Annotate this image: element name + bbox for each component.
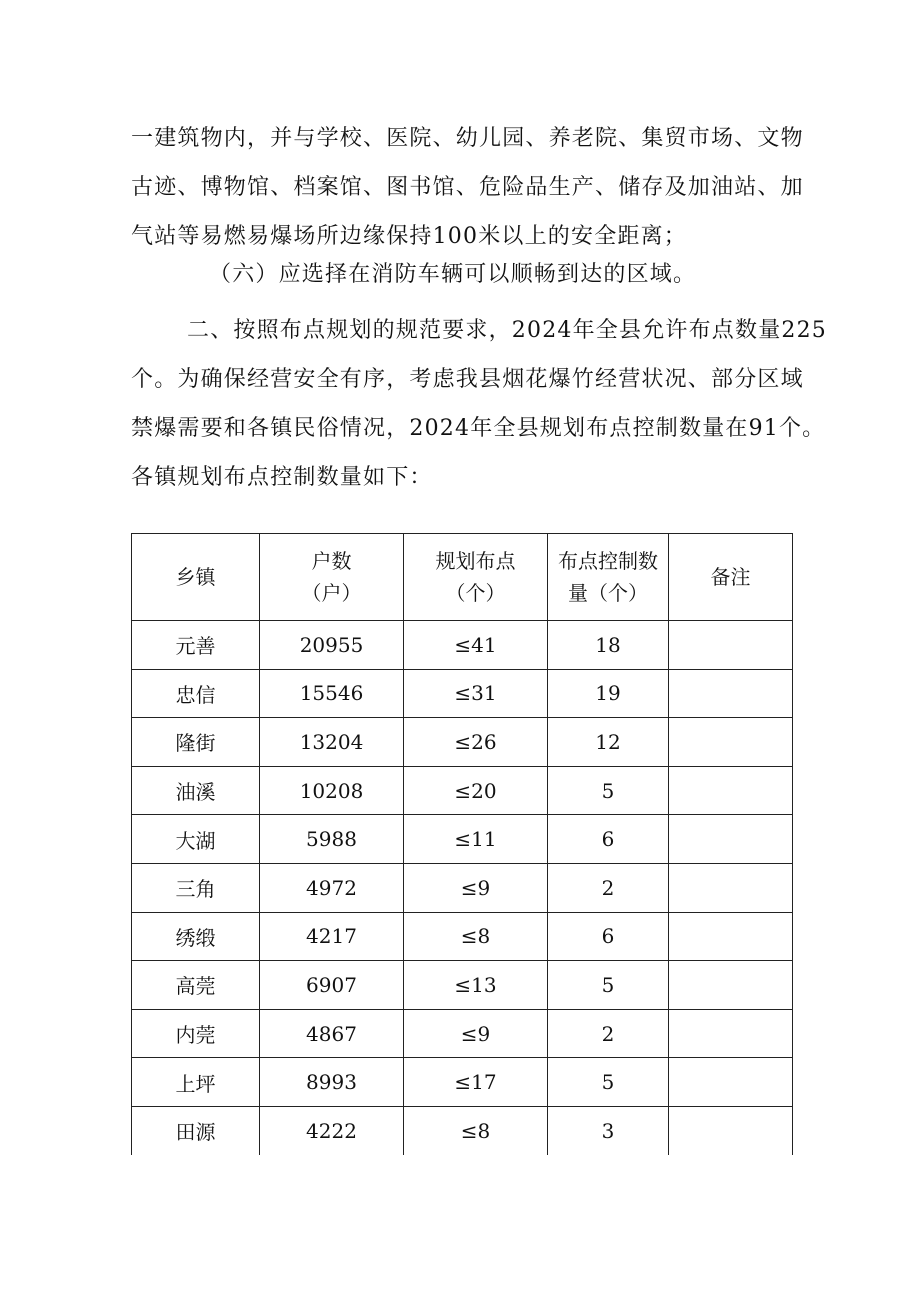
cell-note [669, 718, 793, 767]
cell-plan: ≤31 [404, 669, 548, 718]
table-row [132, 961, 793, 1010]
cell-households: 4217 [260, 912, 404, 961]
cell-households: 15546 [260, 669, 404, 718]
cell-note [669, 1106, 793, 1154]
cell-plan: ≤8 [404, 912, 548, 961]
cell-households: 4222 [260, 1106, 404, 1154]
cell-households: 10208 [260, 766, 404, 815]
cell-control: 2 [548, 1009, 669, 1058]
cell-town: 田源 [132, 1106, 260, 1154]
table-row [132, 669, 793, 718]
cell-town: 元善 [132, 621, 260, 670]
text-line: 古迹、博物馆、档案馆、图书馆、危险品生产、储存及加油站、加 [131, 175, 804, 200]
cell-town: 大湖 [132, 815, 260, 864]
header-control: 布点控制数 量（个） [548, 534, 669, 621]
cell-note [669, 961, 793, 1010]
cell-households: 4867 [260, 1009, 404, 1058]
cell-plan: ≤26 [404, 718, 548, 767]
cell-households: 13204 [260, 718, 404, 767]
table-row [132, 1058, 793, 1107]
cell-control: 6 [548, 815, 669, 864]
cell-control: 5 [548, 961, 669, 1010]
header-town: 乡镇 [132, 534, 260, 621]
cell-town: 三角 [132, 863, 260, 912]
cell-note [669, 621, 793, 670]
table-row [132, 1009, 793, 1058]
cell-town: 绣缎 [132, 912, 260, 961]
cell-note [669, 669, 793, 718]
town-quota-table [131, 533, 793, 1155]
cell-note [669, 815, 793, 864]
table-row [132, 621, 793, 670]
cell-households: 8993 [260, 1058, 404, 1107]
cell-control: 6 [548, 912, 669, 961]
cell-town: 内莞 [132, 1009, 260, 1058]
cell-town: 上坪 [132, 1058, 260, 1107]
cell-control: 5 [548, 1058, 669, 1107]
cell-note [669, 912, 793, 961]
cell-note [669, 863, 793, 912]
cell-note [669, 766, 793, 815]
cell-households: 4972 [260, 863, 404, 912]
cell-plan: ≤17 [404, 1058, 548, 1107]
table-row [132, 1106, 793, 1154]
table-row [132, 912, 793, 961]
cell-control: 12 [548, 718, 669, 767]
paragraph-planning-quota [131, 306, 827, 502]
cell-control: 5 [548, 766, 669, 815]
text-line: 个。为确保经营安全有序，考虑我县烟花爆竹经营状况、部分区域 [131, 367, 804, 392]
text-line: 禁爆需要和各镇民俗情况，2024年全县规划布点控制数量在91个。 [131, 416, 826, 441]
cell-households: 20955 [260, 621, 404, 670]
paragraph-fire-access [131, 250, 795, 299]
cell-plan: ≤41 [404, 621, 548, 670]
cell-control: 18 [548, 621, 669, 670]
header-note: 备注 [669, 534, 793, 621]
cell-town: 油溪 [132, 766, 260, 815]
table-row [132, 815, 793, 864]
cell-households: 5988 [260, 815, 404, 864]
cell-note [669, 1009, 793, 1058]
text-line: 各镇规划布点控制数量如下： [131, 465, 433, 490]
cell-households: 6907 [260, 961, 404, 1010]
cell-control: 3 [548, 1106, 669, 1154]
text-line: 二、按照布点规划的规范要求，2024年全县允许布点数量225 [187, 318, 827, 343]
paragraph-safety-distance [131, 114, 804, 261]
cell-town: 隆街 [132, 718, 260, 767]
cell-town: 忠信 [132, 669, 260, 718]
cell-plan: ≤8 [404, 1106, 548, 1154]
cell-control: 2 [548, 863, 669, 912]
cell-plan: ≤11 [404, 815, 548, 864]
cell-town: 高莞 [132, 961, 260, 1010]
header-households: 户数 （户） [260, 534, 404, 621]
cell-plan: ≤20 [404, 766, 548, 815]
cell-plan: ≤9 [404, 863, 548, 912]
table-header-row [132, 534, 793, 621]
cell-plan: ≤9 [404, 1009, 548, 1058]
cell-note [669, 1058, 793, 1107]
header-plan: 规划布点 （个） [404, 534, 548, 621]
text-line: 气站等易燃易爆场所边缘保持100米以上的安全距离； [131, 224, 687, 249]
text-line: （六）应选择在消防车辆可以顺畅到达的区域。 [209, 262, 697, 287]
table-row [132, 766, 793, 815]
table-row [132, 718, 793, 767]
text-line: 一建筑物内，并与学校、医院、幼儿园、养老院、集贸市场、文物 [131, 126, 804, 151]
table-row [132, 863, 793, 912]
cell-control: 19 [548, 669, 669, 718]
cell-plan: ≤13 [404, 961, 548, 1010]
